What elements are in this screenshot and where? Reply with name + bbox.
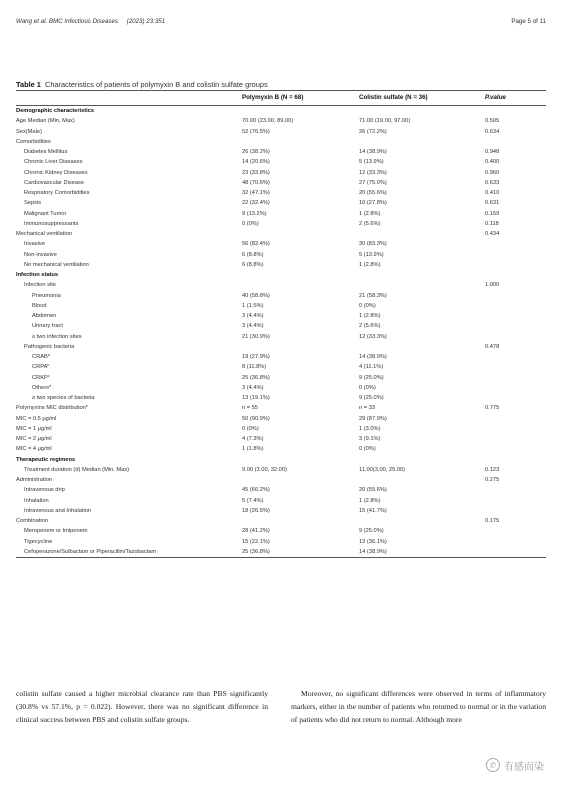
- table-row: [16, 403, 546, 413]
- row-label: Inhalation: [24, 497, 49, 504]
- row-label: Sex(Male): [16, 128, 42, 135]
- row-label: Polymyxins MIC distribution$^e$: [16, 404, 88, 412]
- body-text-right-column: Moreover, no significant differences were observed in terms of inflammatory markers, either in the number of patients who returned to normal or in the variation of patients who did not return to normal. Although more: [291, 689, 546, 724]
- table-row: [16, 393, 546, 403]
- row-label: Diabetes Mellitus: [24, 149, 68, 155]
- journal-citation: Wang et al. BMC Infectious Diseases: [16, 18, 119, 25]
- colistin-sulfate-value: 11.00(3.00, 25.00): [359, 466, 406, 473]
- colistin-sulfate-value: 3 (9.1%): [359, 436, 381, 442]
- colistin-sulfate-value: 30 (83.3%): [359, 241, 387, 248]
- polymyxin-b-value: 15 (22.1%): [242, 538, 270, 545]
- row-label: CRAB$^a$: [32, 353, 50, 360]
- table-bottom-rule: [16, 557, 546, 558]
- polymyxin-b-value: 40 (58.8%): [242, 292, 270, 299]
- table-row: [16, 475, 546, 485]
- colistin-sulfate-value: 15 (41.7%): [359, 507, 387, 514]
- table-label: Table 1: [16, 80, 41, 89]
- row-label: Non-invasive: [24, 251, 57, 258]
- row-label: ≥ two infection sites: [32, 333, 82, 340]
- table-row: [16, 157, 546, 167]
- colistin-sulfate-value: 1 (2.8%): [359, 261, 381, 268]
- polymyxin-b-value: 26 (38.2%): [242, 149, 270, 155]
- p-value: 0.410: [485, 190, 500, 196]
- characteristics-table: [16, 90, 546, 558]
- table-row: [16, 444, 546, 454]
- table-row: [16, 424, 546, 434]
- page-number: Page 5 of 11: [511, 18, 546, 25]
- row-label: Infection site: [24, 282, 56, 289]
- p-value: 0.633: [485, 179, 500, 186]
- row-label: MIC = 0.5 μg/ml: [16, 415, 57, 422]
- colistin-sulfate-value: 14 (38.9%): [359, 149, 387, 155]
- colistin-sulfate-value: 9 (25.0%): [359, 528, 384, 535]
- table-row: [16, 209, 546, 219]
- polymyxin-b-value: 6 (8.8%): [242, 251, 264, 258]
- row-label: Chronic Liver Diseases: [24, 159, 83, 166]
- row-label: Immunosuppressants: [24, 220, 79, 227]
- polymyxin-b-value: 13 (19.1%): [242, 395, 270, 401]
- colistin-sulfate-value: 0 (0%): [359, 446, 376, 453]
- row-label: Pneumonia: [32, 292, 61, 299]
- table-caption: [16, 80, 268, 89]
- colistin-sulfate-value: 20 (55.6%): [359, 487, 387, 494]
- polymyxin-b-value: 5 (7.4%): [242, 497, 264, 504]
- page-header: [16, 18, 546, 30]
- colistin-sulfate-value: 1 (2.8%): [359, 210, 381, 217]
- table-row: [16, 526, 546, 536]
- colistin-sulfate-value: 1 (2.8%): [359, 313, 381, 319]
- polymyxin-b-value: 9.00 (3.00, 32.00): [242, 466, 287, 473]
- row-label: Age Median (Min, Max): [16, 118, 75, 125]
- colistin-sulfate-value: 4 (11.1%): [359, 364, 384, 371]
- colistin-sulfate-value: 13 (36.1%): [359, 538, 387, 545]
- row-label: MIC = 2 μg/ml: [16, 436, 52, 442]
- table-row: [16, 229, 546, 239]
- colistin-sulfate-value: 71.00 (19.00, 97.00): [359, 118, 411, 125]
- watermark-text: 有感而染: [504, 761, 544, 773]
- table-row: [16, 506, 546, 516]
- p-value: 0.775: [485, 405, 500, 412]
- row-label: Infection status: [16, 272, 59, 278]
- row-label: Malignant Tumor: [24, 210, 67, 217]
- table-row: [16, 485, 546, 495]
- polymyxin-b-value: 21 (30.9%): [242, 333, 270, 340]
- table-row: [16, 383, 546, 393]
- polymyxin-b-value: 56 (82.4%): [242, 241, 270, 248]
- p-value: 0.123: [485, 466, 500, 473]
- row-label: MIC = 4 μg/ml: [16, 446, 52, 453]
- column-header-colistin-sulfate: Colistin sulfate (N = 36): [359, 94, 428, 101]
- polymyxin-b-value: 28 (41.2%): [242, 528, 270, 535]
- polymyxin-b-value: 48 (70.6%): [242, 179, 270, 186]
- p-value: 0.505: [485, 118, 500, 125]
- row-label: Cefoperazone/Sulbactam or Piperacillin/Tazobactam: [24, 548, 157, 555]
- colistin-sulfate-value: 12 (33.3%): [359, 169, 387, 176]
- p-value: 0.275: [485, 477, 500, 483]
- colistin-sulfate-value: 10 (27.8%): [359, 200, 387, 207]
- table-row: [16, 250, 546, 260]
- body-text-left-column: colistin sulfate caused a higher microbial clearance rate than PBS significantly (30.8% vs 57.1%, p = 0.022). However, there was no significant difference in clinical success between PBS and colistin sulfate groups.: [16, 689, 268, 724]
- polymyxin-b-value: 0 (0%): [242, 425, 259, 432]
- row-label: Tigecycline: [24, 538, 53, 545]
- table-row: [16, 239, 546, 249]
- table-row: [16, 219, 546, 229]
- table-row: [16, 178, 546, 188]
- colistin-sulfate-value: 5 (13.9%): [359, 159, 384, 166]
- colistin-sulfate-value: n = 33: [359, 405, 375, 412]
- p-value: 0.118: [485, 220, 499, 227]
- colistin-sulfate-value: 2 (5.6%): [359, 323, 381, 330]
- colistin-sulfate-value: 12 (33.3%): [359, 333, 387, 340]
- table-row: [16, 147, 546, 157]
- polymyxin-b-value: 25 (36.8%): [242, 374, 270, 381]
- polymyxin-b-value: 19 (27.9%): [242, 354, 270, 360]
- row-label: Abdomen: [32, 313, 57, 319]
- polymyxin-b-value: 9 (13.2%): [242, 210, 267, 217]
- footnote-marker: b: [47, 363, 50, 368]
- row-label: Demographic characteristics: [16, 108, 95, 114]
- polymyxin-b-value: 3 (4.4%): [242, 384, 264, 391]
- table-row: [16, 434, 546, 444]
- row-label: ≥ two species of bacteria: [32, 395, 95, 401]
- row-label: Meropenem or Imipenem: [24, 528, 88, 535]
- table-section-row: [16, 106, 546, 116]
- row-label: Sepsis: [24, 200, 42, 207]
- table-row: [16, 547, 546, 557]
- polymyxin-b-value: 70.00 (23.00, 89.00): [242, 118, 294, 125]
- table-row: [16, 352, 546, 362]
- polymyxin-b-value: 25 (36.8%): [242, 548, 270, 555]
- colistin-sulfate-value: 0 (0%): [359, 302, 376, 309]
- row-label: CRKP$^c$: [32, 373, 50, 381]
- citation-year-volume: (2023) 23:351: [126, 18, 166, 25]
- row-label: Urinary tract: [32, 323, 63, 330]
- table-caption-text: Characteristics of patients of polymyxin B and colistin sulfate groups: [45, 80, 268, 89]
- table-body: [16, 106, 546, 557]
- table-row: [16, 188, 546, 198]
- p-value: 0.175: [485, 518, 500, 524]
- row-label: Treatment duration (d) Median (Min, Max): [24, 466, 130, 473]
- table-row: [16, 362, 546, 372]
- footnote-marker: d: [49, 383, 52, 388]
- column-header-p-value: P.value: [485, 94, 506, 101]
- row-label: Others$^d$: [32, 383, 52, 391]
- polymyxin-b-value: 18 (26.5%): [242, 507, 270, 514]
- p-value: 0.631: [485, 200, 500, 207]
- table-row: [16, 342, 546, 352]
- polymyxin-b-value: 4 (7.3%): [242, 436, 264, 442]
- p-value: 0.948: [485, 149, 500, 155]
- row-label: Mechanical ventilation: [16, 231, 72, 237]
- polymyxin-b-value: 8 (11.8%): [242, 364, 267, 371]
- colistin-sulfate-value: 0 (0%): [359, 384, 376, 391]
- table-row: [16, 332, 546, 342]
- colistin-sulfate-value: 1 (3.0%): [359, 425, 381, 432]
- colistin-sulfate-value: 14 (38.9%): [359, 354, 387, 360]
- colistin-sulfate-value: 29 (87.9%): [359, 415, 387, 422]
- colistin-sulfate-value: 20 (55.6%): [359, 190, 387, 196]
- polymyxin-b-value: 22 (32.4%): [242, 200, 270, 207]
- polymyxin-b-value: n = 55: [242, 405, 258, 412]
- polymyxin-b-value: 23 (33.8%): [242, 169, 270, 176]
- p-value: 0.400: [485, 159, 500, 166]
- table-row: [16, 516, 546, 526]
- table-row: [16, 373, 546, 383]
- table-row: [16, 465, 546, 475]
- colistin-sulfate-value: 5 (13.9%): [359, 251, 384, 258]
- table-row: [16, 127, 546, 137]
- colistin-sulfate-value: 14 (38.9%): [359, 548, 387, 555]
- table-row: [16, 311, 546, 321]
- table-row: [16, 168, 546, 178]
- row-label: Therapeutic regimens: [16, 456, 76, 463]
- row-label: Cardiovascular Disease: [24, 179, 85, 186]
- footnote-marker: a: [47, 353, 50, 357]
- polymyxin-b-value: 1 (1.8%): [242, 446, 264, 453]
- row-label: Comorbidities: [16, 138, 51, 145]
- p-value: 0.960: [485, 169, 500, 176]
- running-citation: [16, 18, 165, 25]
- polymyxin-b-value: 3 (4.4%): [242, 323, 264, 330]
- row-label: Intravenous and Inhalation: [24, 507, 92, 514]
- polymyxin-b-value: 32 (47.1%): [242, 190, 270, 196]
- row-label: MIC = 1 μg/ml: [16, 425, 52, 432]
- colistin-sulfate-value: 27 (75.0%): [359, 179, 387, 186]
- row-label: Administration: [16, 477, 53, 483]
- row-label: Intravenous drip: [24, 487, 65, 494]
- table-row: [16, 414, 546, 424]
- table-row: [16, 260, 546, 270]
- table-row: [16, 496, 546, 506]
- row-label: Blood: [32, 302, 47, 309]
- table-row: [16, 116, 546, 126]
- p-value: 1.000: [485, 282, 500, 289]
- row-label: CRPA$^b$: [32, 363, 50, 371]
- watermark: [486, 757, 544, 773]
- colistin-sulfate-value: 26 (72.2%): [359, 128, 387, 135]
- colistin-sulfate-value: 21 (58.3%): [359, 292, 387, 299]
- table-row: [16, 321, 546, 331]
- p-value: 0.159: [485, 210, 500, 217]
- colistin-sulfate-value: 1 (2.8%): [359, 497, 381, 504]
- wechat-official-account-icon: ✆: [486, 758, 500, 772]
- table-section-row: [16, 270, 546, 280]
- column-header-polymyxin-b: Polymyxin B (N = 68): [242, 94, 304, 101]
- table-row: [16, 137, 546, 147]
- table-row: [16, 291, 546, 301]
- row-label: Pathogenic bacteria: [24, 343, 75, 350]
- colistin-sulfate-value: 2 (5.6%): [359, 220, 381, 227]
- row-label: Combination: [16, 518, 48, 524]
- polymyxin-b-value: 52 (76.5%): [242, 128, 270, 135]
- table-row: [16, 280, 546, 290]
- table-row: [16, 198, 546, 208]
- p-value: 0.478: [485, 343, 500, 350]
- polymyxin-b-value: 6 (8.8%): [242, 261, 264, 268]
- polymyxin-b-value: 50 (90.9%): [242, 415, 270, 422]
- table-header-row: [16, 91, 546, 105]
- row-label: Respiratory Comorbidities: [24, 190, 90, 196]
- row-label: Chronic Kidney Diseases: [24, 169, 88, 176]
- polymyxin-b-value: 1 (1.5%): [242, 302, 264, 309]
- colistin-sulfate-value: 9 (25.0%): [359, 395, 384, 401]
- p-value: 0.434: [485, 231, 500, 237]
- row-label: No mechanical ventilation: [24, 261, 89, 268]
- table-row: [16, 301, 546, 311]
- footnote-marker: c: [47, 373, 50, 378]
- colistin-sulfate-value: 9 (25.0%): [359, 374, 384, 381]
- table-section-row: [16, 455, 546, 465]
- footnote-marker: e: [85, 404, 88, 409]
- row-label: Invasive: [24, 241, 45, 248]
- polymyxin-b-value: 45 (66.2%): [242, 487, 270, 494]
- p-value: 0.634: [485, 128, 500, 135]
- table-row: [16, 537, 546, 547]
- polymyxin-b-value: 14 (20.6%): [242, 159, 270, 166]
- polymyxin-b-value: 0 (0%): [242, 220, 259, 227]
- polymyxin-b-value: 3 (4.4%): [242, 313, 264, 319]
